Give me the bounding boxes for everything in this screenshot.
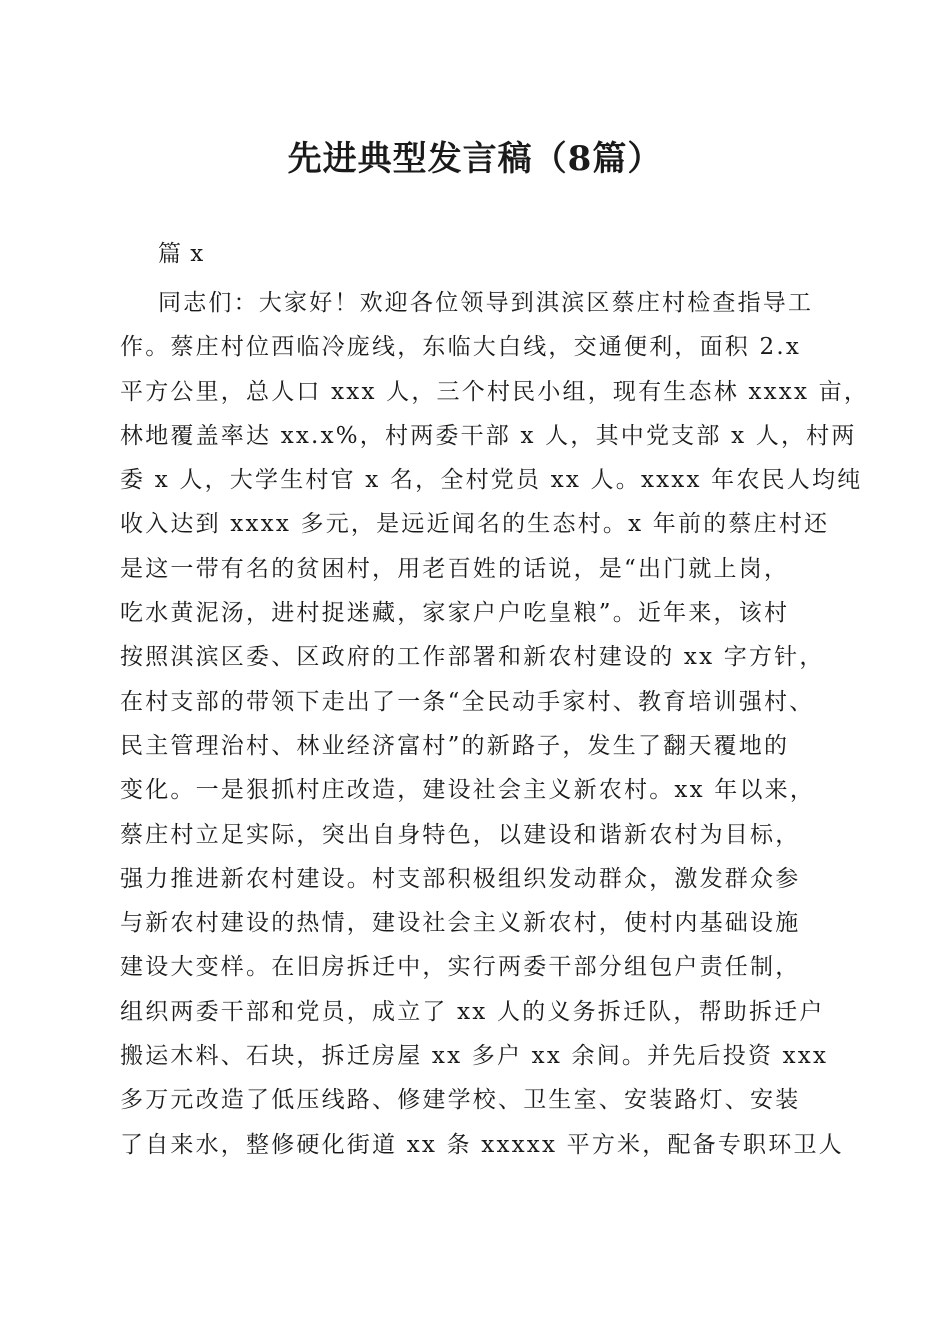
text-line: 蔡庄村立足实际，突出自身特色，以建设和谐新农村为目标， [120,821,801,848]
text-line: 与新农村建设的热情，建设社会主义新农村，使村内基础设施 [120,910,801,937]
text-line: 在村支部的带领下走出了一条“全民动手家村、教育培训强村、 [120,688,815,715]
text-line: 搬运木料、石块，拆迁房屋 xx 多户 xx 余间。并先后投资 xxx [120,1043,829,1070]
text-line: 是这一带有名的贫困村，用老百姓的话说，是“出门就上岗， [120,555,790,582]
text-line: 建设大变样。在旧房拆迁中，实行两委干部分组包户责任制， [120,954,801,981]
text-line: 强力推进新农村建设。村支部积极组织发动群众，激发群众参 [120,865,801,892]
text-line: 作。蔡庄村位西临冷庞线，东临大白线，交通便利，面积 2.x [120,334,802,361]
text-line: 按照淇滨区委、区政府的工作部署和新农村建设的 xx 字方针， [120,644,825,671]
text-line: 平方公里，总人口 xxx 人，三个村民小组，现有生态林 xxxx 亩， [120,378,870,405]
text-line: 民主管理治村、林业经济富村”的新路子，发生了翻天覆地的 [120,732,790,759]
body-text [120,281,870,1167]
text-line: 同志们：大家好！欢迎各位领导到淇滨区蔡庄村检查指导工 [158,290,814,316]
text-line: 吃水黄泥汤，进村捉迷藏，家家户户吃皇粮”。近年来，该村 [120,600,790,627]
text-line: 多万元改造了低压线路、修建学校、卫生室、安装路灯、安装 [120,1087,801,1114]
text-line: 了自来水，整修硬化街道 xx 条 xxxxx 平方米，配备专职环卫人 [120,1131,844,1158]
document-title: 先进典型发言稿（8篇） [287,139,663,179]
text-line: 林地覆盖率达 xx.x%，村两委干部 x 人，其中党支部 x 人，村两 [120,422,857,449]
text-line: 变化。一是狠抓村庄改造，建设社会主义新农村。xx 年以来， [120,777,816,804]
text-line: 收入达到 xxxx 多元，是远近闻名的生态村。x 年前的蔡庄村还 [120,511,830,538]
text-line: 组织两委干部和党员，成立了 xx 人的义务拆迁队，帮助拆迁户 [120,998,825,1025]
text-line: 委 x 人，大学生村官 x 名，全村党员 xx 人。xxxx 年农民人均纯 [120,467,863,494]
section-label: 篇 x [158,241,205,267]
